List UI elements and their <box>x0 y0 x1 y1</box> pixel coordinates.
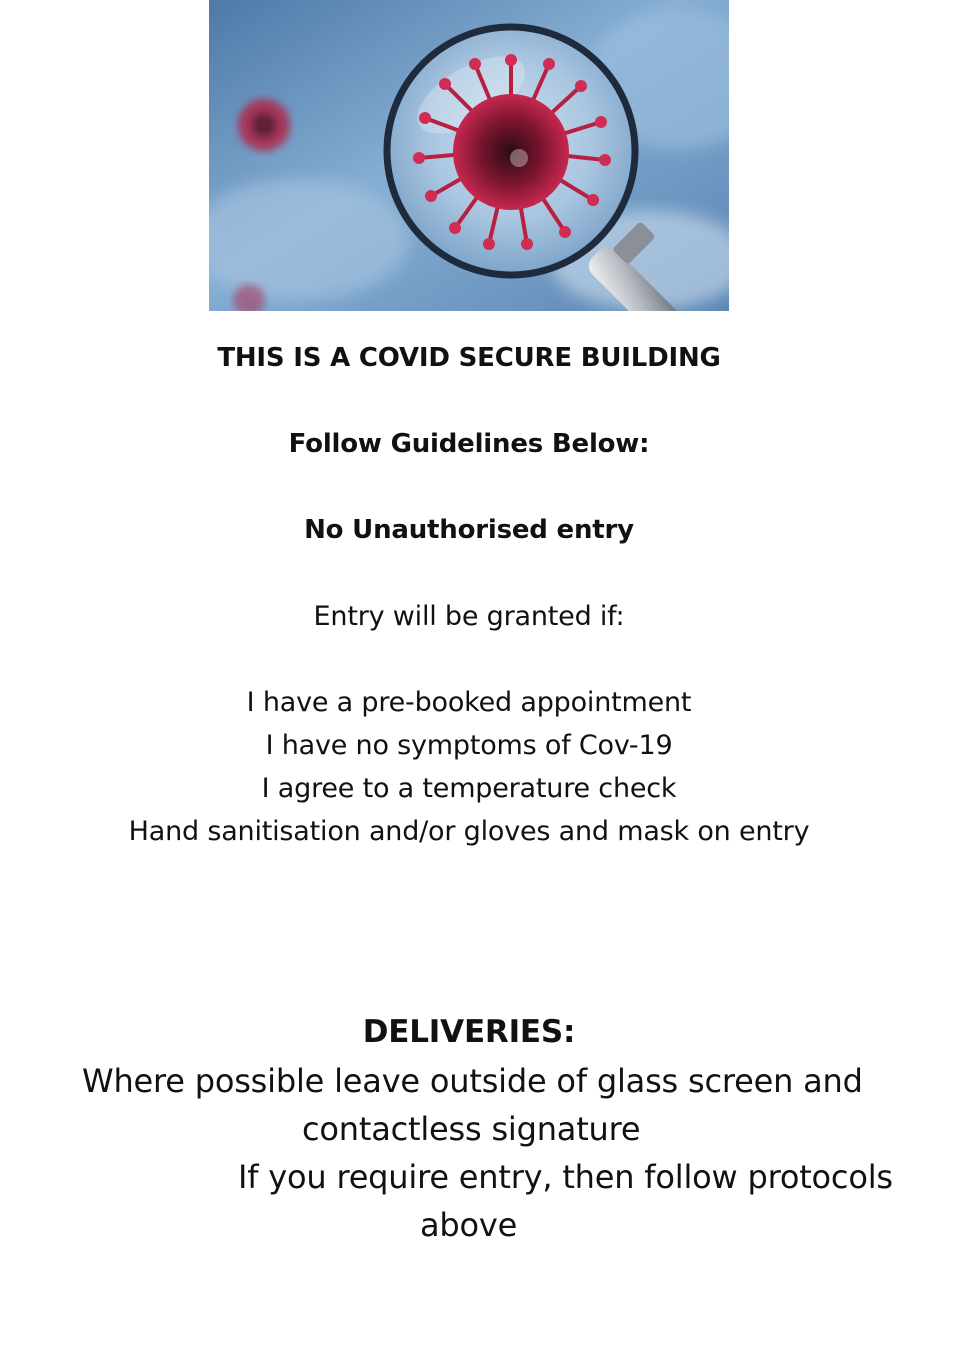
guidelines-heading: Follow Guidelines Below: <box>288 429 650 459</box>
deliveries-line: above <box>420 1206 518 1244</box>
deliveries-line: Where possible leave outside of glass screen and <box>82 1062 863 1100</box>
virus-body <box>453 94 569 210</box>
deliveries-line: contactless signature <box>302 1110 641 1148</box>
virus-illustration <box>209 0 729 311</box>
deliveries-heading: DELIVERIES: <box>362 1014 576 1050</box>
requirement-item: I have a pre-booked appointment <box>246 687 692 718</box>
virus-magnifying-glass-image <box>209 0 729 311</box>
no-entry-notice: No Unauthorised entry <box>304 515 634 545</box>
page-title: THIS IS A COVID SECURE BUILDING <box>217 343 721 373</box>
deliveries-line: If you require entry, then follow protocols <box>238 1158 893 1196</box>
requirement-item: I agree to a temperature check <box>261 773 677 804</box>
requirement-item: I have no symptoms of Cov-19 <box>265 730 673 761</box>
requirement-item: Hand sanitisation and/or gloves and mask on entry <box>128 816 810 847</box>
entry-intro: Entry will be granted if: <box>313 601 625 632</box>
